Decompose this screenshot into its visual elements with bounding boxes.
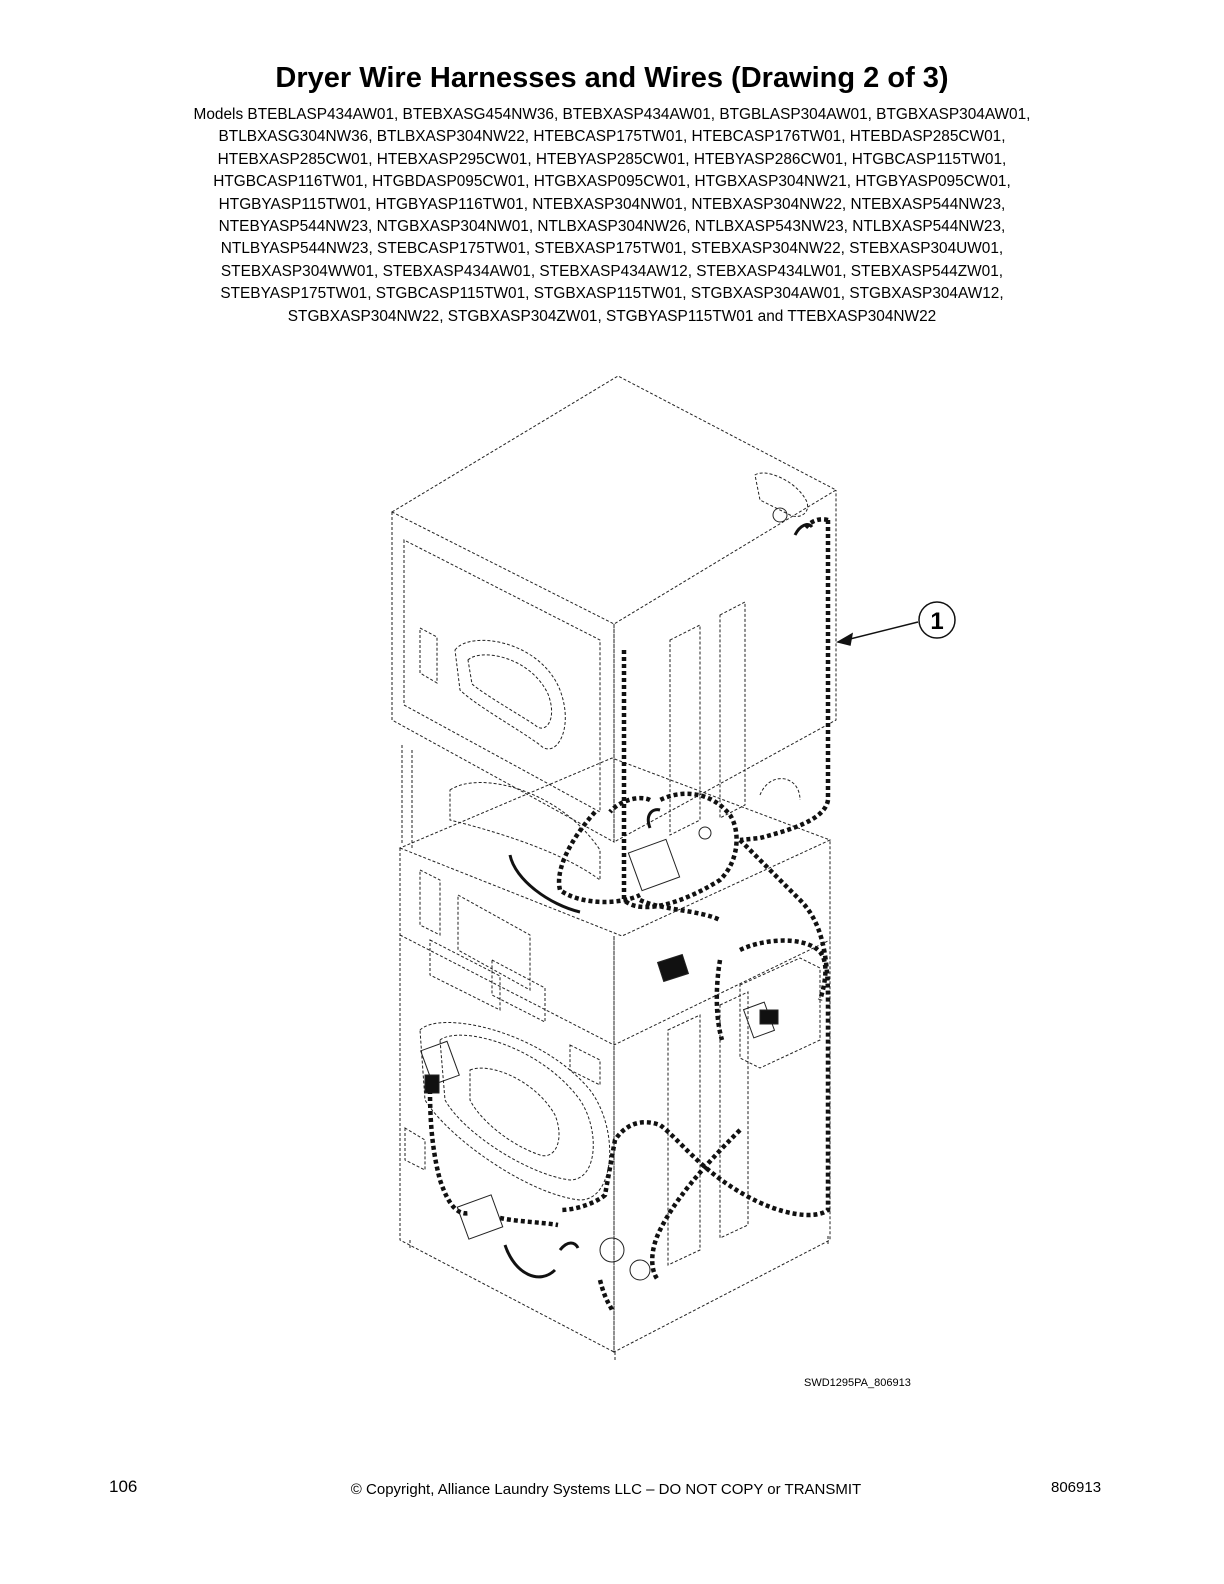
model-list-line: BTLBXASG304NW36, BTLBXASP304NW22, HTEBCASP175TW01, HTEBCASP176TW01, HTEBDASP285CW01, — [218, 128, 1006, 146]
wire-harness-path — [430, 519, 828, 1310]
upper-dryer-outline — [392, 376, 836, 880]
model-list-line: HTEBXASP285CW01, HTEBXASP295CW01, HTEBYASP285CW01, HTEBYASP286CW01, HTGBCASP115TW01, — [217, 150, 1007, 168]
model-list-line: STGBXASP304NW22, STGBXASP304ZW01, STGBYASP115TW01 and TTEBXASP304NW22 — [287, 307, 937, 325]
callout-number: 1 — [930, 608, 944, 635]
model-list-line: HTGBCASP116TW01, HTGBDASP095CW01, HTGBXASP095CW01, HTGBXASP304NW21, HTGBYASP095CW01, — [213, 173, 1011, 191]
model-list-line: STEBYASP175TW01, STGBCASP115TW01, STGBXASP115TW01, STGBXASP304AW01, STGBXASP304AW12, — [220, 285, 1004, 303]
model-list-line: NTLBYASP544NW23, STEBCASP175TW01, STEBXASP175TW01, STEBXASP304NW22, STEBXASP304UW01, — [220, 240, 1004, 258]
page-title: Dryer Wire Harnesses and Wires (Drawing 2 of 3) — [275, 62, 949, 94]
model-list-line: Models BTEBLASP434AW01, BTEBXASG454NW36, BTEBXASP434AW01, BTGBLASP304AW01, BTGBXASP304AW01, — [193, 106, 1031, 123]
document-number: 806913 — [1051, 1479, 1102, 1496]
copyright-notice: © Copyright, Alliance Laundry Systems LLC – DO NOT COPY or TRANSMIT — [350, 1481, 862, 1498]
model-list-line: STEBXASP304WW01, STEBXASP434AW01, STEBXASP434AW12, STEBXASP434LW01, STEBXASP544ZW01, — [220, 262, 1004, 280]
page-number: 106 — [109, 1477, 138, 1496]
electrical-components — [421, 508, 787, 1280]
lower-washer-outline — [400, 758, 830, 1360]
solid-wires — [505, 525, 812, 1277]
callout-leader — [838, 622, 918, 645]
model-list-line: NTEBYASP544NW23, NTGBXASP304NW01, NTLBXASP304NW26, NTLBXASP543NW23, NTLBXASP544NW23, — [218, 218, 1006, 236]
model-list-line: HTGBYASP115TW01, HTGBYASP116TW01, NTEBXASP304NW01, NTEBXASP304NW22, NTEBXASP544NW23, — [218, 195, 1006, 213]
drawing-code: SWD1295PA_806913 — [804, 1377, 911, 1389]
model-list — [100, 104, 1124, 328]
wire-harness-drawing — [380, 370, 980, 1370]
